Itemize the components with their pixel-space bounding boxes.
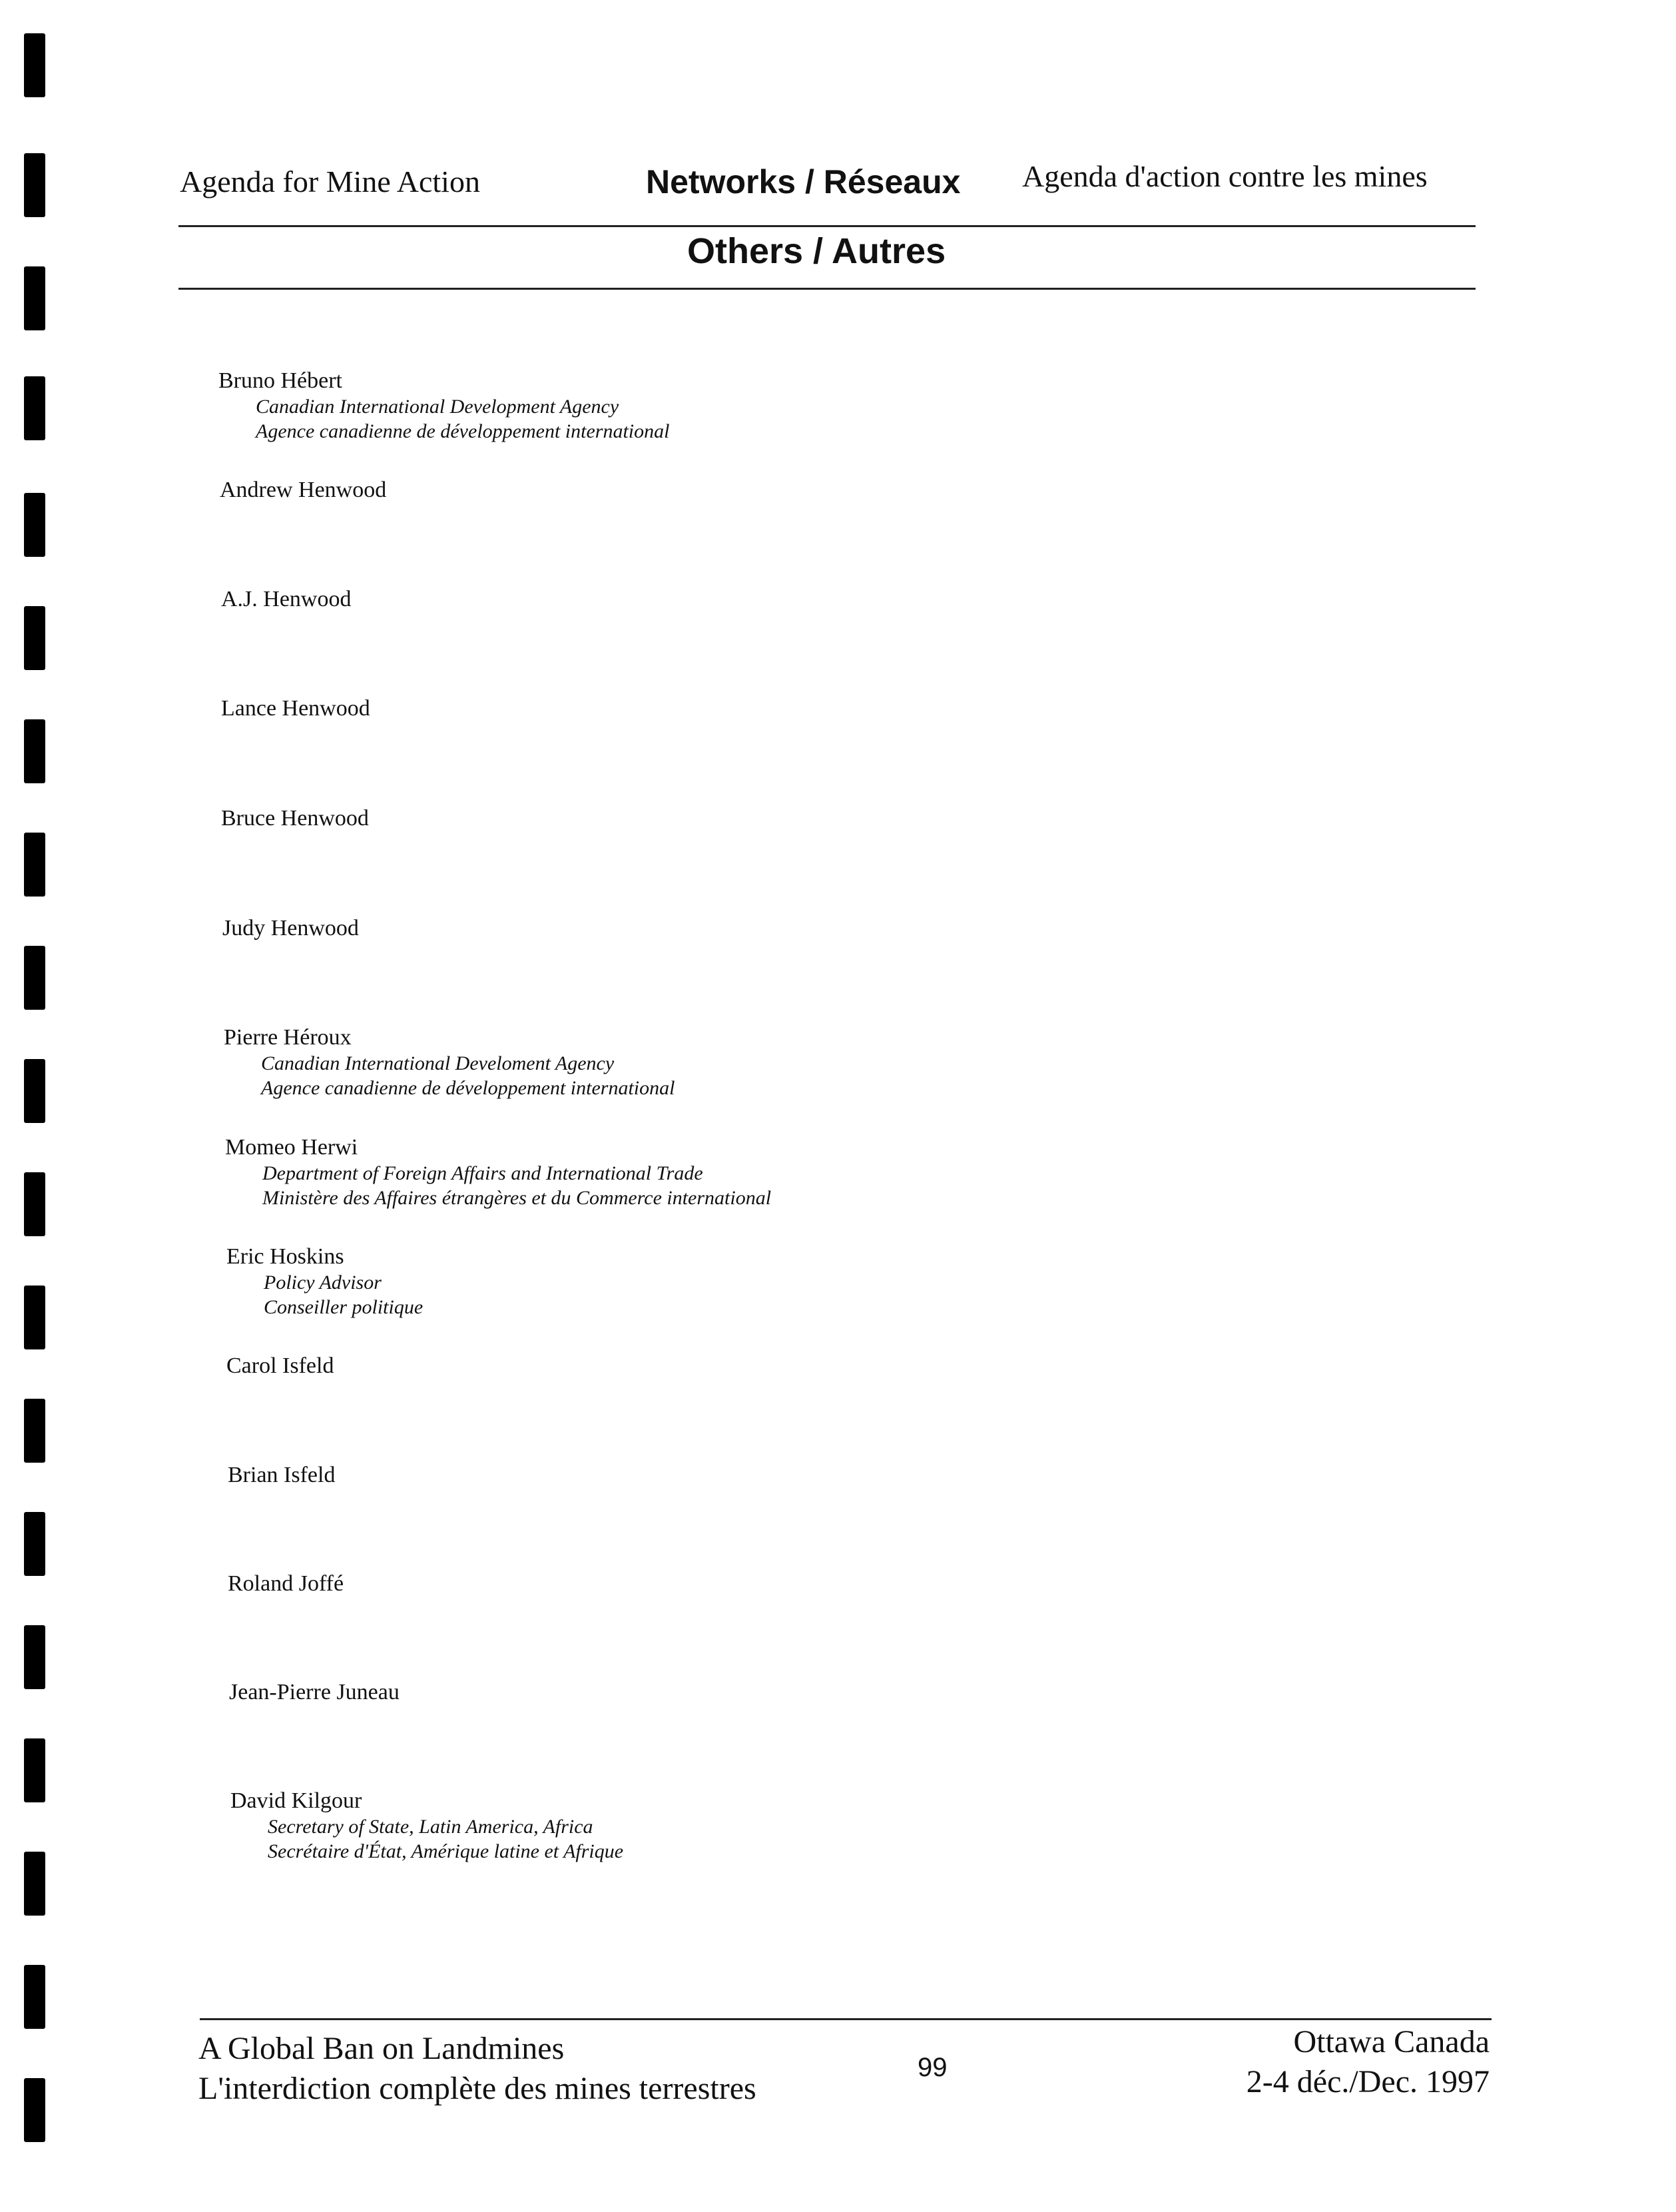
list-item [221,586,351,613]
binding-hole [24,1852,45,1916]
binding-hole [24,33,45,97]
binding-hole [24,1172,45,1236]
entry-name: Bruce Henwood [221,806,369,831]
entry-affiliation: Canadian International Develoment Agency [261,1052,615,1074]
binding-hole [24,493,45,557]
binding-hole [24,946,45,1010]
binding-hole [24,1286,45,1349]
header-left-title: Agenda for Mine Action [180,165,480,198]
entry-name: Momeo Herwi [225,1135,358,1160]
list-item [221,695,370,722]
entry-affiliation: Canadian International Development Agency [256,396,619,418]
list-item [228,1571,344,1597]
binding-hole [24,1738,45,1802]
binding-hole [24,719,45,783]
binding-hole [24,833,45,897]
footer-title-en: A Global Ban on Landmines [198,2031,565,2066]
footer-date: 2-4 déc./Dec. 1997 [1246,2064,1490,2099]
binding-hole [24,606,45,670]
section-title: Others / Autres [687,231,946,271]
entry-affiliation: Ministère des Affaires étrangères et du Commerce international [262,1187,772,1209]
binding-hole [24,1625,45,1689]
header-divider [178,225,1476,227]
entry-affiliation: Policy Advisor [264,1272,382,1293]
entry-affiliation: Agence canadienne de développement international [256,420,670,442]
entry-affiliation: Department of Foreign Affairs and International Trade [262,1162,703,1184]
list-item [225,1134,771,1210]
entry-name: Bruno Hébert [218,368,343,393]
binding-hole [24,1965,45,2029]
list-item [220,477,386,504]
entry-affiliation: Conseiller politique [264,1296,423,1318]
entry-name: Pierre Héroux [224,1025,352,1050]
entry-name: Judy Henwood [222,916,359,940]
entry-name: David Kilgour [230,1788,362,1813]
list-item [226,1353,334,1379]
binding-hole [24,153,45,217]
entry-name: Roland Joffé [228,1571,344,1596]
header-center-title: Networks / Réseaux [646,163,961,200]
list-item [222,915,359,942]
section-divider [178,288,1476,290]
footer-title-fr: L'interdiction complète des mines terrestres [198,2071,756,2106]
list-item [230,1788,623,1864]
entry-affiliation: Agence canadienne de développement international [261,1077,675,1099]
binding-hole [24,2078,45,2142]
footer-divider [200,2018,1492,2020]
header-right-title: Agenda d'action contre les mines [1022,159,1428,193]
footer-location: Ottawa Canada [1293,2024,1490,2059]
binding-hole [24,376,45,440]
binding-hole [24,1399,45,1463]
entry-name: Jean-Pierre Juneau [229,1680,400,1704]
list-item [221,805,369,832]
entry-name: Lance Henwood [221,696,370,721]
entry-affiliation: Secretary of State, Latin America, Africa [268,1816,593,1838]
entry-name: A.J. Henwood [221,587,352,611]
binding-hole [24,266,45,330]
footer-right [1247,2022,1490,2102]
entry-name: Eric Hoskins [226,1244,344,1269]
list-item [228,1462,335,1489]
list-item [224,1024,675,1100]
entry-affiliation: Secrétaire d'État, Amérique latine et Afrique [268,1840,624,1862]
list-item [218,368,669,444]
entry-name: Andrew Henwood [220,478,387,502]
footer-left [198,2029,756,2109]
binding-hole [24,1059,45,1123]
entry-name: Carol Isfeld [226,1353,334,1378]
list-item [226,1244,423,1319]
page-number: 99 [918,2053,948,2082]
binding-hole [24,1512,45,1576]
entry-name: Brian Isfeld [228,1463,336,1487]
list-item [229,1679,400,1706]
